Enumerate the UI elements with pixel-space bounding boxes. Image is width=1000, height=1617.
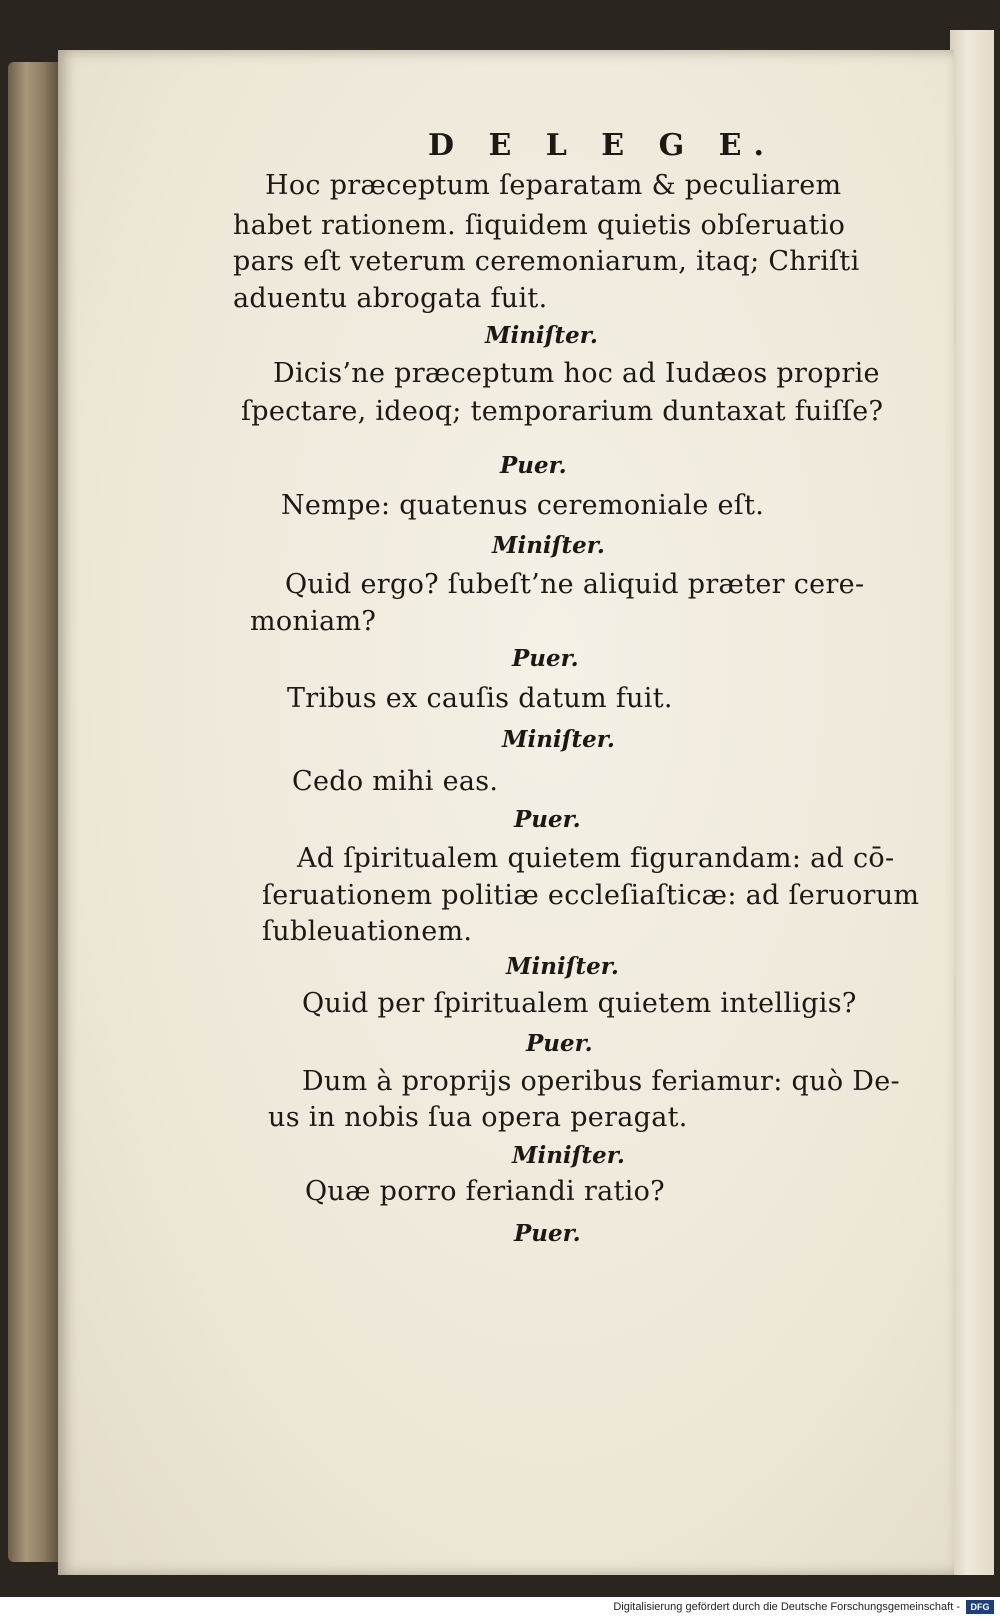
speaker-label: Miniſter. (506, 953, 619, 980)
text-line: Quid per ſpiritualem quietem intelligis? (302, 988, 857, 1019)
speaker-label: Miniſter. (485, 322, 598, 349)
text-line: pars eſt veterum ceremoniarum, itaq; Chriſti (233, 246, 860, 277)
text-line: Dum à proprijs operibus feriamur: quò De- (302, 1066, 900, 1097)
text-line: habet rationem. ſiquidem quietis obſeruatio (233, 210, 846, 241)
funding-credit: Digitalisierung gefördert durch die Deutsche Forschungsgemeinschaft - (613, 1601, 960, 1613)
speaker-label: Miniſter. (502, 726, 615, 753)
text-line: ſpectare, ideoq; temporarium duntaxat fuiſſe? (241, 396, 884, 427)
speaker-label: Puer. (514, 1220, 581, 1247)
text-line: Cedo mihi eas. (292, 766, 499, 797)
text-line: Dicis’ne præceptum hoc ad Iudæos proprie (273, 358, 880, 389)
book-page (58, 50, 954, 1575)
text-line: aduentu abrogata fuit. (233, 283, 548, 314)
speaker-label: Puer. (514, 806, 581, 833)
dfg-logo-icon: DFG (966, 1600, 994, 1614)
text-line: Hoc præceptum ſeparatam & peculiarem (265, 170, 842, 201)
speaker-label: Puer. (526, 1030, 593, 1057)
speaker-label: Miniſter. (512, 1142, 625, 1169)
text-line: Quæ porro feriandi ratio? (305, 1176, 665, 1207)
text-line: moniam? (250, 606, 377, 637)
speaker-label: Miniſter. (492, 532, 605, 559)
page-edges (950, 30, 994, 1575)
speaker-label: Puer. (500, 452, 567, 479)
running-head: D E L E G E. (428, 128, 776, 163)
text-line: Quid ergo? ſubeſt’ne aliquid præter cere- (285, 569, 865, 600)
text-line: ſeruationem politiæ eccleſiaſticæ: ad ſeruorum (262, 880, 920, 911)
text-line: ſubleuationem. (262, 916, 473, 947)
text-line: us in nobis ſua opera peragat. (268, 1102, 688, 1133)
speaker-label: Puer. (512, 645, 579, 672)
book-spine (8, 62, 60, 1562)
text-line: Nempe: quatenus ceremoniale eſt. (281, 490, 765, 521)
text-line: Ad ſpiritualem quietem figurandam: ad cō- (297, 843, 895, 874)
text-line: Tribus ex cauſis datum fuit. (287, 683, 673, 714)
